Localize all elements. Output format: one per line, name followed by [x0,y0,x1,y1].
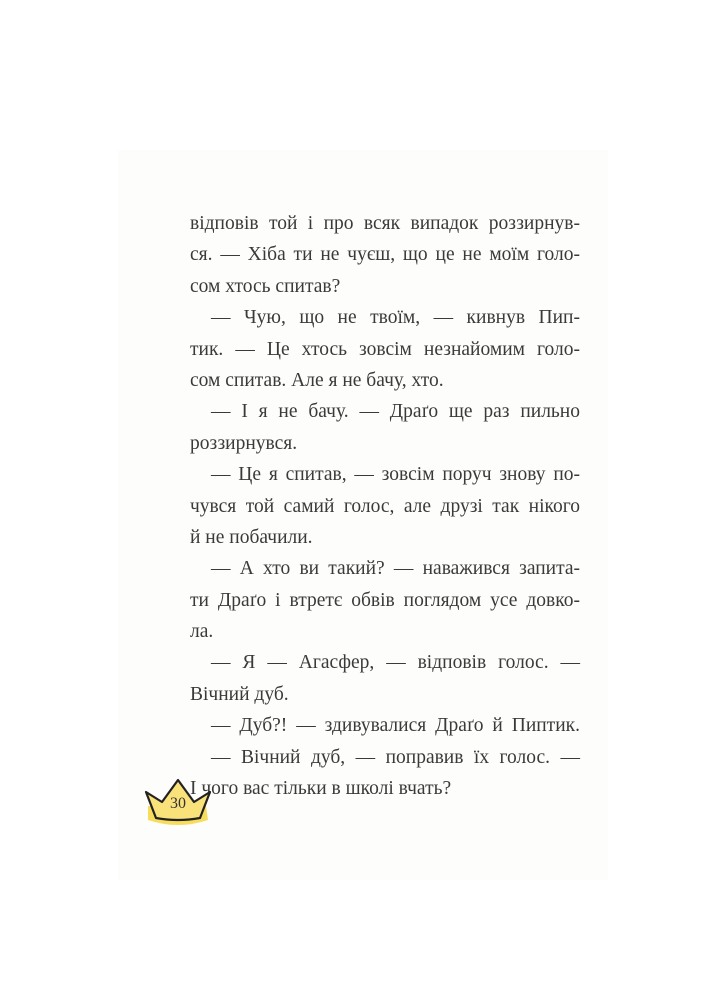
text-line: І чого вас тільки в школі вчать? [190,778,452,800]
text-line: чувся той самий голос, але друзі так нікого [190,495,580,517]
text-line: — І я не бачу. — Драґо ще раз пильно [211,401,580,423]
text-line: роззирнувся. [190,432,298,454]
text-line: — А хто ви такий? — наважився запита- [211,558,580,580]
text-line: ся. — Хіба ти не чуєш, що це не моїм голо- [190,244,580,266]
text-line: — Чую, що не твоїм, — кивнув Пип- [211,307,580,329]
text-line: й не побачили. [190,526,313,548]
text-line: сом спитав. Але я не бачу, хто. [190,369,444,391]
text-line: — Я — Агасфер, — відповів голос. — [211,652,580,674]
text-line: відповів той і про всяк випадок роззирнув- [190,213,580,234]
page-number: 30 [170,795,186,812]
text-line: ти Драґо і втретє обвів поглядом усе довко- [190,589,580,611]
text-line: — Вічний дуб, — поправив їх голос. — [211,746,580,768]
text-line: — Це я спитав, — зовсім поруч знову по- [211,464,580,486]
text-line: ла. [190,621,214,643]
body-text [190,208,580,804]
text-line: тик. — Це хтось зовсім незнайомим голо- [190,338,580,360]
text-line: сом хтось спитав? [190,275,341,297]
text-line: Вічний дуб. [190,683,289,705]
text-line: — Дуб?! — здивувалися Драґо й Пиптик. [211,715,580,737]
